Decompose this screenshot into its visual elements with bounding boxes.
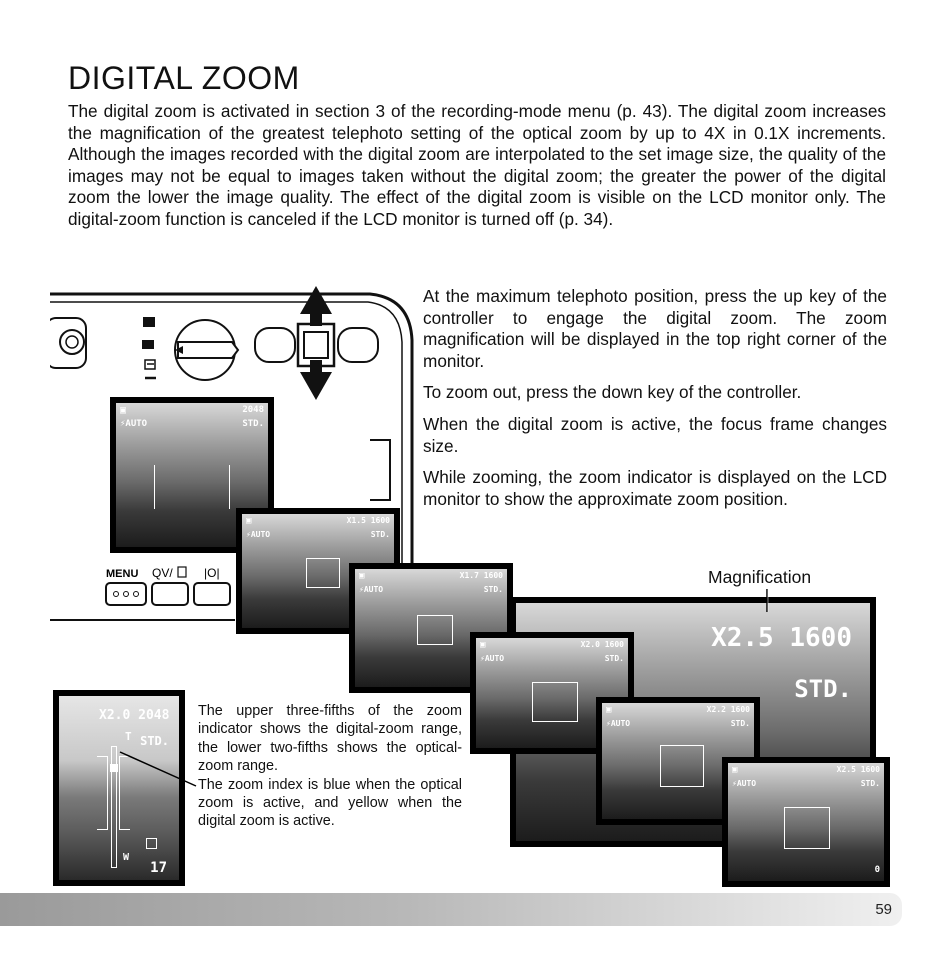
focus-frame	[660, 745, 704, 787]
lcd-screen-x2-2: ▣ ⚡AUTO X2.2 1600 STD.	[596, 697, 760, 825]
right-column-text	[423, 286, 887, 520]
lcd-screen-x1-7: ▣ ⚡AUTO X1.7 1600 STD.	[349, 563, 513, 693]
page-title: DIGITAL ZOOM	[68, 60, 300, 96]
magnification-label: Magnification	[708, 567, 812, 587]
footer-bar	[0, 893, 902, 926]
card-icon	[146, 838, 157, 849]
qv-delete-button-label: QV/	[152, 566, 173, 580]
paragraph: To zoom out, press the down key of the controller.	[423, 382, 802, 403]
focus-frame-bracket-left	[97, 756, 108, 830]
zoom-indicator-caption	[198, 702, 462, 831]
page-number: 59	[875, 901, 892, 918]
lcd-screen-x1-5: ▣ ⚡AUTO X1.5 1600 STD.	[236, 508, 400, 634]
lcd-screen-x2-5-small: ▣ ⚡AUTO X2.5 1600 STD. 0	[722, 757, 890, 887]
focus-frame	[306, 558, 340, 588]
caption-line: The upper three-fifths of the zoom indicator shows the digital-zoom range, the lower two-fifths shows the optical-zoom range.	[198, 703, 462, 775]
lcd-screen-x2-5-large: X2.5 1600 STD.	[510, 597, 876, 847]
display-button-label: |O|	[204, 566, 220, 580]
lcd-screen-x2-0: ▣ ⚡AUTO X2.0 1600 STD.	[470, 632, 634, 754]
focus-frame	[154, 465, 230, 509]
focus-frame-bracket-right	[119, 756, 130, 830]
menu-button-label: MENU	[106, 568, 139, 580]
zoom-index-marker	[110, 764, 118, 772]
lcd-screen-zoom-indicator: X2.0 2048 T STD. W 17	[53, 690, 185, 886]
caption-line: The zoom index is blue when the optical zoom is active, and yellow when the digital zoom is active.	[198, 776, 462, 830]
focus-frame	[784, 807, 830, 849]
paragraph: At the maximum telephoto position, press the up key of the controller to engage the digital zoom. The zoom magnification will be displayed in the top right corner of the monitor.	[423, 286, 887, 371]
paragraph: When the digital zoom is active, the focus frame changes size.	[423, 413, 887, 456]
focus-frame	[417, 615, 453, 645]
paragraph: While zooming, the zoom indicator is displayed on the LCD monitor to show the approximate zoom position.	[423, 467, 887, 509]
lcd-screen-wide: ▣ ⚡AUTO 2048 STD.	[110, 397, 274, 553]
intro-paragraph: The digital zoom is activated in section 3 of the recording-mode menu (p. 43). The digital zoom increases the magnification of the greatest telephoto setting of the optical zoom by up to 4X in 0.1X increments. Although the images recorded with the digital zoom are interpolated to the set image size, the quality of the images may not be equal to images taken without the digital zoom; the greater the power of the digital zoom the lower the image quality. The effect of the digital zoom is visible on the LCD monitor only. The digital-zoom function is canceled if the LCD monitor is turned off (p. 34).	[68, 101, 886, 229]
camera-mode-icon: ▣	[120, 405, 127, 416]
focus-frame	[532, 682, 578, 722]
flash-auto-icon: ⚡AUTO	[120, 419, 148, 429]
